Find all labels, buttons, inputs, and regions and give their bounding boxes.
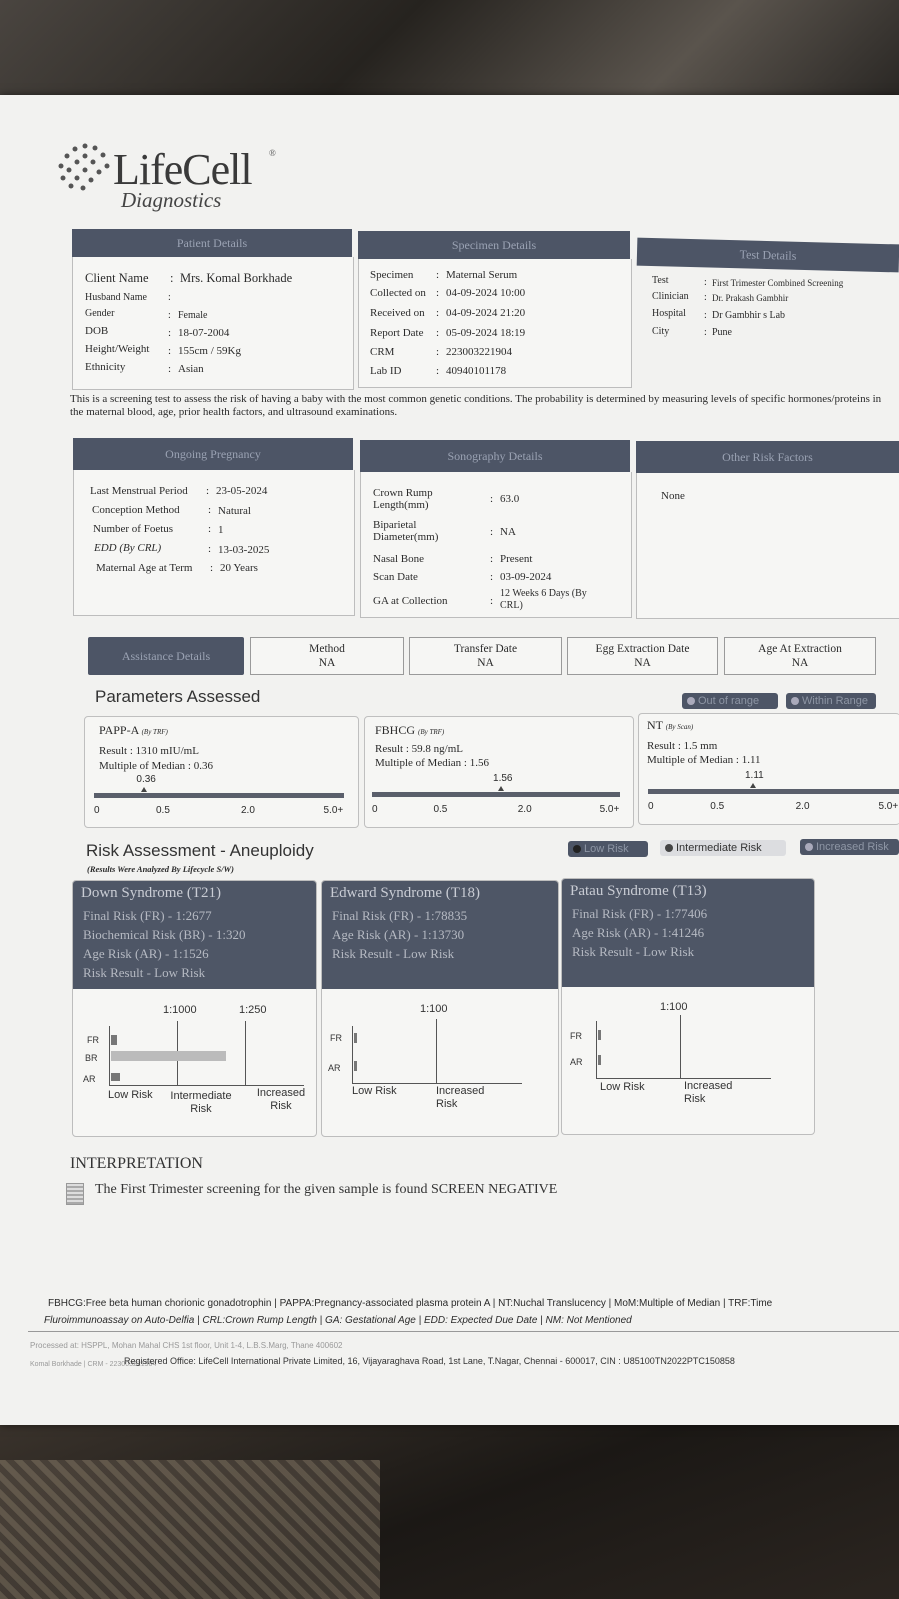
footer-divider: [28, 1331, 899, 1332]
intro-text: This is a screening test to assess the risk of having a baby with the most common genetic conditions. The probability is determined by measuring levels of specific hormones/proteins in the maternal blood, age, prior health factors, and ultrasound examinations.: [70, 393, 882, 418]
t18-cutoff: 1:100: [420, 1003, 448, 1015]
lmp-value: 23-05-2024: [216, 485, 268, 497]
t21-ar-bar: [111, 1073, 120, 1081]
t21-final-risk: Final Risk (FR) - 1:2677: [83, 908, 212, 923]
t21-inter-label: Intermediate Risk: [170, 1090, 232, 1115]
fbhcg-by: (By TRF): [418, 728, 445, 736]
report-date-value: 05-09-2024 18:19: [446, 327, 526, 339]
client-value: Mrs. Komal Borkhade: [180, 271, 293, 285]
city-colon: :: [704, 327, 707, 338]
assist-method-value: NA: [318, 657, 336, 669]
out-of-range-dot-icon: [687, 697, 695, 705]
t21-age-risk: Age Risk (AR) - 1:1526: [83, 946, 209, 961]
t21-cutoff-line-2: [245, 1021, 246, 1086]
t21-cutoff-2: 1:250: [239, 1004, 267, 1016]
t13-age-risk: Age Risk (AR) - 1:41246: [572, 925, 705, 940]
t13-ar-label: AR: [570, 1057, 583, 1067]
test-details-header: Test Details: [637, 238, 899, 273]
t13-y-axis: [596, 1021, 597, 1079]
assist-transfer-value: NA: [477, 657, 494, 669]
received-label: Received on: [370, 307, 425, 319]
dob-label: DOB: [85, 325, 109, 337]
t21-low-label: Low Risk: [108, 1089, 153, 1101]
mom-scale-tick: 2.0: [517, 804, 532, 815]
test-value: First Trimester Combined Screening: [712, 278, 844, 288]
pappa-name: [99, 723, 168, 738]
mom-marker-icon: [498, 786, 504, 791]
within-range-dot-icon: [791, 697, 799, 705]
report-date-colon: :: [436, 327, 440, 339]
legend-within-range: [786, 693, 876, 709]
footer-registered: Registered Office: LifeCell International Private Limited, 16, Vijayaraghava Road, 1st Lane, T.Nagar, Chennai - 600017, CIN : U85100TN2022PTC150858: [124, 1356, 735, 1366]
maternal-age-label: Maternal Age at Term: [96, 562, 193, 574]
lmp-label: Last Menstrual Period: [90, 485, 188, 497]
crm-value: 223003221904: [446, 346, 512, 358]
t18-ar-label: AR: [328, 1063, 341, 1073]
ga-colon: :: [490, 595, 494, 607]
t18-fr-bar: [354, 1033, 357, 1043]
t18-risk-result: Risk Result - Low Risk: [332, 946, 455, 961]
lab-id-label: Lab ID: [370, 365, 402, 377]
t21-cutoff-1: 1:1000: [163, 1004, 197, 1016]
low-risk-dot-icon: [573, 845, 581, 853]
t21-title: Down Syndrome (T21): [81, 885, 221, 901]
gender-value: Female: [178, 310, 208, 321]
hospital-value: Dr Gambhir s Lab: [712, 310, 786, 321]
logo-name: LifeCell: [113, 145, 252, 194]
fbhcg-result: Result : 59.8 ng/mL: [375, 743, 463, 755]
specimen-value: Maternal Serum: [446, 269, 518, 281]
report-date-label: Report Date: [370, 327, 424, 339]
increased-risk-dot-icon: [805, 843, 813, 851]
mom-scale-bar: [648, 789, 899, 794]
legend-low-risk-label: Low Risk: [584, 843, 629, 855]
t13-cutoff: 1:100: [660, 1001, 688, 1013]
logo: [55, 140, 285, 220]
t21-fr-label: FR: [87, 1035, 99, 1045]
legend-increased-risk: [800, 839, 899, 855]
mom-marker-label: 1.11: [744, 770, 764, 781]
crm-label: CRM: [370, 346, 395, 358]
footer-abbrev-1: FBHCG:Free beta human chorionic gonadotrophin | PAPPA:Pregnancy-associated plasma protein A | NT:Nuchal Translucency | MoM:Multiple of Median | TRF:Time: [48, 1298, 773, 1309]
assist-egg-value: NA: [634, 657, 651, 669]
mom-scale-tick: 5.0+: [878, 801, 899, 812]
assist-egg-label: Egg Extraction Date: [595, 643, 690, 655]
risk-title: Risk Assessment - Aneuploidy: [86, 841, 314, 860]
syndrome-card-t13: [561, 878, 815, 1135]
crl-label: Crown Rump Length(mm): [373, 487, 433, 511]
mom-marker-icon: [141, 787, 147, 792]
t18-low-label: Low Risk: [352, 1085, 397, 1097]
ongoing-pregnancy-header: Ongoing Pregnancy: [73, 438, 353, 470]
edd-label: EDD (By CRL): [94, 542, 162, 554]
background-cloth: [0, 1460, 380, 1599]
assist-transfer: [409, 637, 562, 675]
city-label: City: [652, 326, 670, 337]
bpd-label: Biparietal Diameter(mm): [373, 519, 439, 543]
t21-x-axis: [109, 1085, 304, 1086]
mom-marker-label: 0.36: [136, 774, 156, 785]
param-card-fbhcg: [364, 716, 634, 828]
dob-value: 18-07-2004: [178, 327, 230, 339]
nt-mom: Multiple of Median : 1.11: [647, 754, 761, 766]
specimen-details-header: Specimen Details: [358, 231, 630, 259]
t13-ar-bar: [598, 1055, 601, 1065]
nt-result: Result : 1.5 mm: [647, 740, 718, 752]
lab-id-colon: :: [436, 365, 440, 377]
sonography-header: Sonography Details: [360, 440, 630, 472]
clinician-colon: :: [704, 292, 707, 303]
logo-sub: Diagnostics: [121, 188, 222, 212]
foetus-label: Number of Foetus: [93, 523, 174, 535]
assist-method: [250, 637, 404, 675]
footer-prefix: Komal Borkhade | CRM - 223003221904: [30, 1361, 157, 1368]
t13-x-axis: [596, 1078, 771, 1079]
scan-date-label: Scan Date: [373, 571, 418, 583]
legend-out-of-range: [682, 693, 778, 709]
city-value: Pune: [712, 327, 732, 338]
height-weight-label: Height/Weight: [85, 343, 150, 355]
t18-age-risk: Age Risk (AR) - 1:13730: [332, 927, 465, 942]
mom-scale-tick: 5.0+: [599, 804, 620, 815]
assist-age-label: Age At Extraction: [758, 643, 842, 655]
assist-egg: [567, 637, 718, 675]
husband-colon: :: [168, 292, 171, 303]
mom-scale-bar: [94, 793, 344, 798]
t13-fr-label: FR: [570, 1031, 582, 1041]
mom-scale-tick: 0.5: [433, 804, 448, 815]
risk-factors-header: Other Risk Factors: [636, 441, 899, 473]
lmp-colon: :: [206, 485, 210, 497]
t13-final-risk: Final Risk (FR) - 1:77406: [572, 906, 708, 921]
nt-name: [647, 718, 693, 733]
legend-within-range-label: Within Range: [802, 695, 869, 707]
lab-id-value: 40940101178: [446, 365, 507, 377]
risk-factors-value: None: [661, 490, 685, 502]
t18-title: Edward Syndrome (T18): [330, 885, 480, 901]
foetus-colon: :: [208, 523, 212, 535]
legend-low-risk: [568, 841, 648, 857]
assist-age-value: NA: [791, 657, 809, 669]
logo-tm: ®: [269, 148, 276, 158]
t21-y-axis: [109, 1026, 110, 1086]
t13-title: Patau Syndrome (T13): [570, 883, 707, 899]
conception-colon: :: [208, 504, 212, 516]
foetus-value: 1: [218, 524, 224, 536]
nt-name-text: NT: [647, 718, 663, 732]
t21-risk-result: Risk Result - Low Risk: [83, 965, 206, 980]
collected-label: Collected on: [370, 287, 426, 299]
fbhcg-mom: Multiple of Median : 1.56: [375, 757, 489, 769]
nasal-bone-value: Present: [500, 553, 533, 565]
interpretation-text: The First Trimester screening for the given sample is found SCREEN NEGATIVE: [95, 1182, 558, 1197]
mom-scale-tick: 2.0: [795, 801, 810, 812]
bpd-colon: :: [490, 526, 494, 538]
test-label: Test: [652, 275, 669, 286]
scan-date-colon: :: [490, 571, 494, 583]
ethnicity-label: Ethnicity: [85, 361, 126, 373]
gender-label: Gender: [85, 308, 115, 319]
patient-details-header: Patient Details: [72, 229, 352, 257]
pappa-name-text: PAPP-A: [99, 723, 139, 737]
nasal-bone-label: Nasal Bone: [373, 553, 425, 565]
edd-value: 13-03-2025: [218, 544, 270, 556]
t13-fr-bar: [598, 1030, 601, 1040]
specimen-colon: :: [436, 269, 440, 281]
crm-colon: :: [436, 346, 440, 358]
syndrome-card-t21: [72, 880, 317, 1137]
mom-scale-tick: 0: [372, 804, 378, 815]
risk-subtitle: (Results Were Analyzed By Lifecycle S/W): [87, 864, 234, 874]
document-icon: [66, 1183, 84, 1205]
specimen-label: Specimen: [370, 269, 414, 281]
footer-abbrev-2: Fluroimmunoassay on Auto-Delfia | CRL:Crown Rump Length | GA: Gestational Age | EDD: Expected Due Date | NM: Not Mentioned: [44, 1315, 632, 1326]
client-colon: :: [170, 271, 174, 285]
t21-br-label: BR: [85, 1053, 98, 1063]
report-page: [0, 95, 899, 1425]
test-colon: :: [704, 277, 707, 288]
mom-scale-tick: 0.5: [156, 805, 170, 816]
maternal-age-value: 20 Years: [220, 562, 258, 574]
t13-low-label: Low Risk: [600, 1081, 645, 1093]
t21-inc-label: Increased Risk: [256, 1087, 306, 1112]
mom-scale-tick: 0.5: [710, 801, 725, 812]
pappa-by: (By TRF): [141, 728, 168, 736]
height-weight-value: 155cm / 59Kg: [178, 345, 241, 357]
t13-inc-label: Increased Risk: [684, 1080, 733, 1105]
legend-intermediate-risk-label: Intermediate Risk: [676, 842, 762, 854]
assist-method-label: Method: [309, 643, 345, 655]
mom-scale-tick: 0: [94, 805, 100, 816]
ga-value: 12 Weeks 6 Days (By CRL): [500, 588, 587, 611]
ethnicity-colon: :: [168, 363, 172, 375]
clinician-value: Dr. Prakash Gambhir: [712, 293, 789, 303]
ethnicity-value: Asian: [178, 363, 204, 375]
mom-scale-tick: 5.0+: [323, 805, 344, 816]
t21-ar-label: AR: [83, 1074, 96, 1084]
t18-inc-label: Increased Risk: [436, 1085, 485, 1110]
t13-risk-result: Risk Result - Low Risk: [572, 944, 695, 959]
fbhcg-name: [375, 723, 444, 738]
t18-cutoff-line: [436, 1019, 437, 1083]
collected-value: 04-09-2024 10:00: [446, 287, 526, 299]
assistance-header: Assistance Details: [88, 637, 244, 675]
t18-ar-bar: [354, 1061, 357, 1071]
gender-colon: :: [168, 310, 171, 321]
syndrome-card-t18: [321, 880, 559, 1137]
scan-date-value: 03-09-2024: [500, 571, 552, 583]
t21-fr-bar: [111, 1035, 117, 1045]
pappa-result: Result : 1310 mIU/mL: [99, 745, 199, 757]
legend-intermediate-risk: [660, 840, 786, 856]
client-label: Client Name: [85, 271, 149, 285]
crl-value: 63.0: [500, 493, 520, 505]
husband-label: Husband Name: [85, 292, 147, 303]
t21-biochemical-risk: Biochemical Risk (BR) - 1:320: [83, 927, 246, 942]
dob-colon: :: [168, 327, 172, 339]
collected-colon: :: [436, 287, 440, 299]
t18-fr-label: FR: [330, 1033, 342, 1043]
clinician-label: Clinician: [652, 291, 689, 302]
intermediate-risk-dot-icon: [665, 844, 673, 852]
legend-increased-risk-label: Increased Risk: [816, 841, 889, 853]
t18-y-axis: [352, 1026, 353, 1084]
assist-transfer-label: Transfer Date: [453, 643, 518, 655]
legend-out-of-range-label: Out of range: [698, 695, 760, 707]
param-card-pappa: [84, 716, 359, 828]
hospital-colon: :: [704, 310, 707, 321]
t21-br-bar: [111, 1051, 226, 1061]
t18-x-axis: [352, 1083, 522, 1084]
hospital-label: Hospital: [652, 308, 686, 319]
mom-scale-tick: 0: [648, 801, 654, 812]
mom-scale-bar: [372, 792, 620, 797]
fbhcg-name-text: FBHCG: [375, 723, 416, 737]
height-weight-colon: :: [168, 345, 172, 357]
maternal-age-colon: :: [210, 562, 214, 574]
mom-marker-icon: [750, 783, 756, 788]
edd-colon: :: [208, 543, 212, 555]
footer-processed: Processed at: HSPPL, Mohan Mahal CHS 1st floor, Unit 1-4, L.B.S.Marg, Thane 400602: [30, 1341, 343, 1350]
t18-final-risk: Final Risk (FR) - 1:78835: [332, 908, 468, 923]
crl-colon: :: [490, 493, 494, 505]
ga-label: GA at Collection: [373, 595, 448, 607]
mom-scale-tick: 2.0: [241, 805, 255, 816]
interpretation-title: INTERPRETATION: [70, 1155, 203, 1172]
bpd-value: NA: [500, 526, 516, 538]
pappa-mom: Multiple of Median : 0.36: [99, 760, 213, 772]
nasal-bone-colon: :: [490, 553, 494, 565]
received-value: 04-09-2024 21:20: [446, 307, 526, 319]
t13-cutoff-line: [680, 1015, 681, 1079]
parameters-title: Parameters Assessed: [95, 687, 261, 706]
logo-dots-icon: [55, 140, 117, 202]
conception-label: Conception Method: [92, 504, 180, 516]
param-card-nt: [638, 713, 899, 825]
mom-marker-label: 1.56: [493, 773, 513, 784]
assist-age: [724, 637, 876, 675]
nt-by: (By Scan): [665, 723, 694, 731]
received-colon: :: [436, 307, 440, 319]
conception-value: Natural: [218, 505, 251, 517]
